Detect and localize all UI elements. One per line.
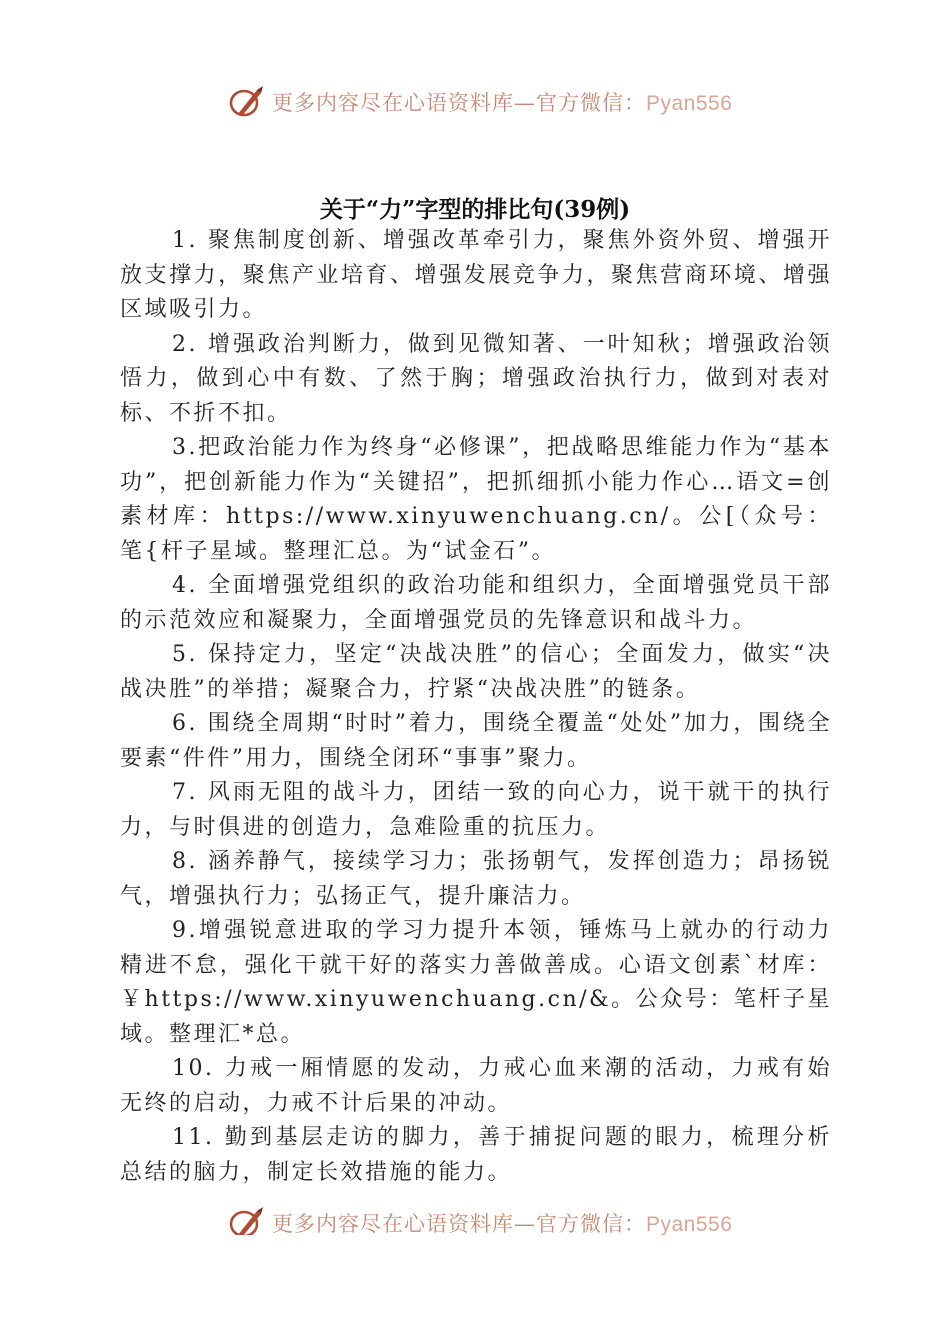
document-title: 关于“力”字型的排比句(39例) <box>319 196 631 223</box>
watermark-footer <box>0 1205 950 1235</box>
paragraph: 1. 聚焦制度创新、增强改革牵引力，聚焦外资外贸、增强开放支撑力，聚焦产业培育、增强发展竞争力，聚焦营商环境、增强区域吸引力。 <box>120 228 832 322</box>
watermark-text: 更多内容尽在心语资料库—官方微信：Pyan556 <box>272 91 733 115</box>
watermark-wechat-id: Pyan556 <box>646 92 733 115</box>
paragraph: 11. 勤到基层走访的脚力，善于捕捉问题的眼力，梳理分析总结的脑力，制定长效措施的能力。 <box>120 1125 832 1185</box>
watermark-text: 更多内容尽在心语资料库—官方微信：Pyan556 <box>272 1212 733 1235</box>
pen-nib-logo-icon <box>228 1205 266 1235</box>
paragraph: 10. 力戒一厢情愿的发动，力戒心血来潮的活动，力戒有始无终的启动，力戒不计后果的冲动。 <box>120 1056 832 1116</box>
pen-nib-logo-icon <box>228 84 266 120</box>
watermark-header <box>0 82 950 122</box>
paragraph: 4. 全面增强党组织的政治功能和组织力，全面增强党员干部的示范效应和凝聚力，全面增强党员的先锋意识和战斗力。 <box>120 573 832 633</box>
paragraph: 6. 围绕全周期“时时”着力，围绕全覆盖“处处”加力，围绕全要素“件件”用力，围绕全闭环“事事”聚力。 <box>120 711 832 771</box>
paragraph: 7. 风雨无阻的战斗力，团结一致的向心力，说干就干的执行力，与时俱进的创造力，急难险重的抗压力。 <box>120 780 832 840</box>
paragraph: 8. 涵养静气，接续学习力；张扬朝气，发挥创造力；昂扬锐气，增强执行力；弘扬正气，提升廉洁力。 <box>120 849 832 909</box>
paragraph: 3.把政治能力作为终身“必修课”，把战略思维能力作为“基本功”，把创新能力作为“关键招”，把抓细抓小能力作心…语文=创素材库：https://www.xinyuwenchuang.cn/。公[（众号：笔{杆子星域。整理汇总。为“试金石”。 <box>120 435 832 564</box>
paragraph: 2. 增强政治判断力，做到见微知著、一叶知秋；增强政治领悟力，做到心中有数、了然于胸；增强政治执行力，做到对表对标、不折不扣。 <box>120 331 832 426</box>
paragraph: 5. 保持定力，坚定“决战决胜”的信心；全面发力，做实“决战决胜”的举措；凝聚合力，拧紧“决战决胜”的链条。 <box>120 642 832 702</box>
paragraph: 9.增强锐意进取的学习力提升本领，锤炼马上就办的行动力精进不怠，强化干就干好的落实力善做善成。心语文创素`材库：￥https://www.xinyuwenchuang.cn/&。公众号：笔杆子星域。整理汇*总。 <box>120 918 832 1047</box>
document-body <box>120 224 832 1190</box>
watermark-wechat-id: Pyan556 <box>646 1213 733 1235</box>
